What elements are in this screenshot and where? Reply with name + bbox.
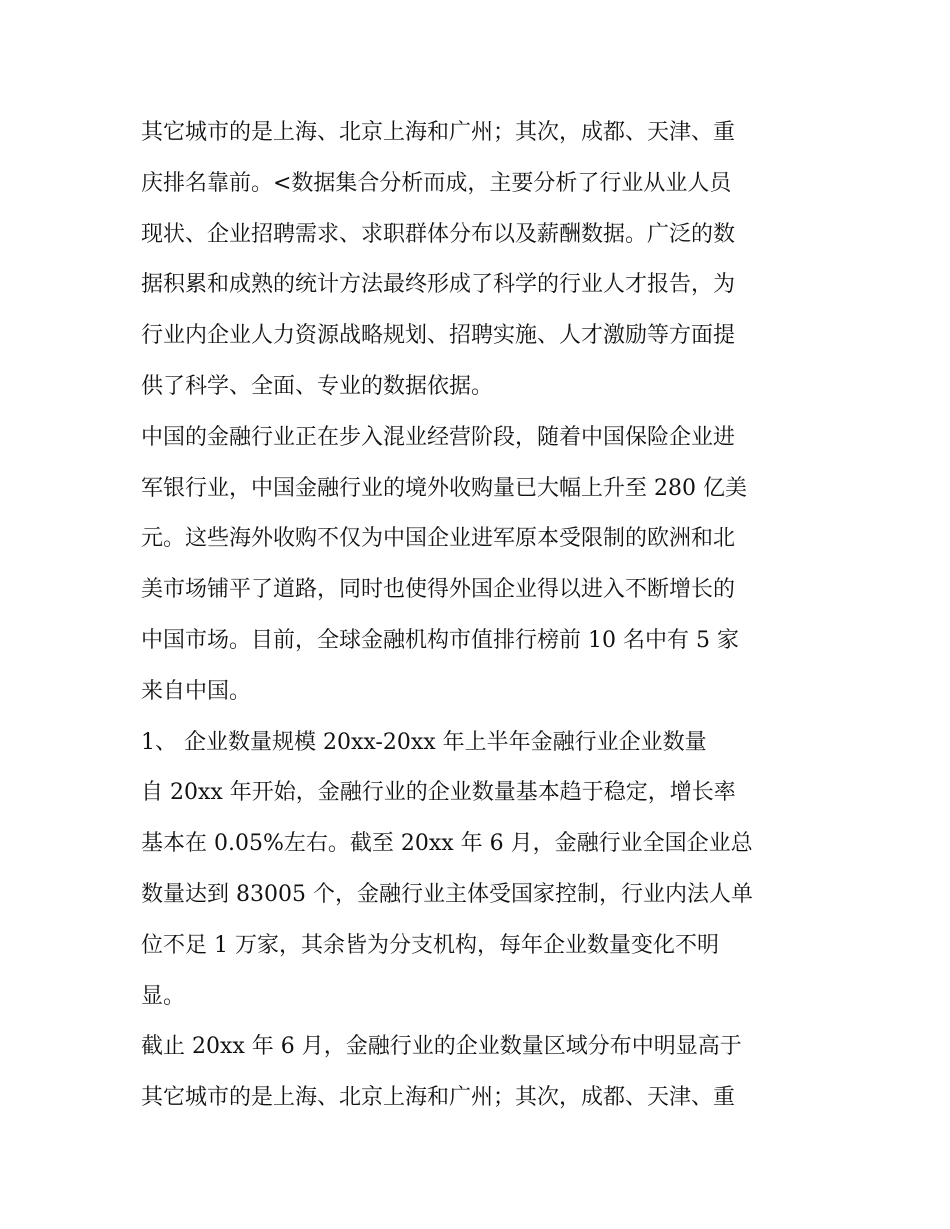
text-line: 行业内企业人力资源战略规划、招聘实施、人才激励等方面提	[141, 323, 736, 349]
text-line: 中国的金融行业正在步入混业经营阶段，随着中国保险企业进	[141, 424, 736, 450]
text-line: 数量达到 83005 个，金融行业主体受国家控制，行业内法人单	[141, 881, 753, 907]
text-line: 现状、企业招聘需求、求职群体分布以及薪酬数据。广泛的数	[141, 221, 736, 247]
list-item-heading: 1、 企业数量规模 20xx-20xx 年上半年金融行业企业数量	[141, 729, 707, 755]
text-line: 据积累和成熟的统计方法最终形成了科学的行业人才报告，为	[141, 272, 736, 298]
text-line: 庆排名靠前。<数据集合分析而成，主要分析了行业从业人员	[141, 170, 732, 196]
text-line: 显。	[141, 983, 186, 1009]
text-line: 其它城市的是上海、北京上海和广州；其次，成都、天津、重	[141, 120, 736, 145]
text-line: 中国市场。目前，全球金融机构市值排行榜前 10 名中有 5 家	[141, 627, 739, 653]
text-line: 元。这些海外收购不仅为中国企业进军原本受限制的欧洲和北	[141, 526, 736, 552]
text-line: 基本在 0.05%左右。截至 20xx 年 6 月，金融行业全国企业总	[141, 831, 753, 857]
text-line: 军银行业，中国金融行业的境外收购量已大幅上升至 280 亿美	[141, 475, 747, 501]
text-line: 美市场铺平了道路，同时也使得外国企业得以进入不断增长的	[141, 577, 736, 603]
text-line: 来自中国。	[141, 678, 252, 704]
text-line: 截止 20xx 年 6 月，金融行业的企业数量区域分布中明显高于	[141, 1034, 742, 1060]
document-body	[141, 108, 821, 1124]
text-line: 位不足 1 万家，其余皆为分支机构，每年企业数量变化不明	[141, 932, 719, 958]
text-line: 自 20xx 年开始，金融行业的企业数量基本趋于稳定，增长率	[141, 780, 736, 806]
text-line: 其它城市的是上海、北京上海和广州；其次，成都、天津、重	[141, 1085, 736, 1111]
text-line: 供了科学、全面、专业的数据依据。	[141, 373, 494, 399]
